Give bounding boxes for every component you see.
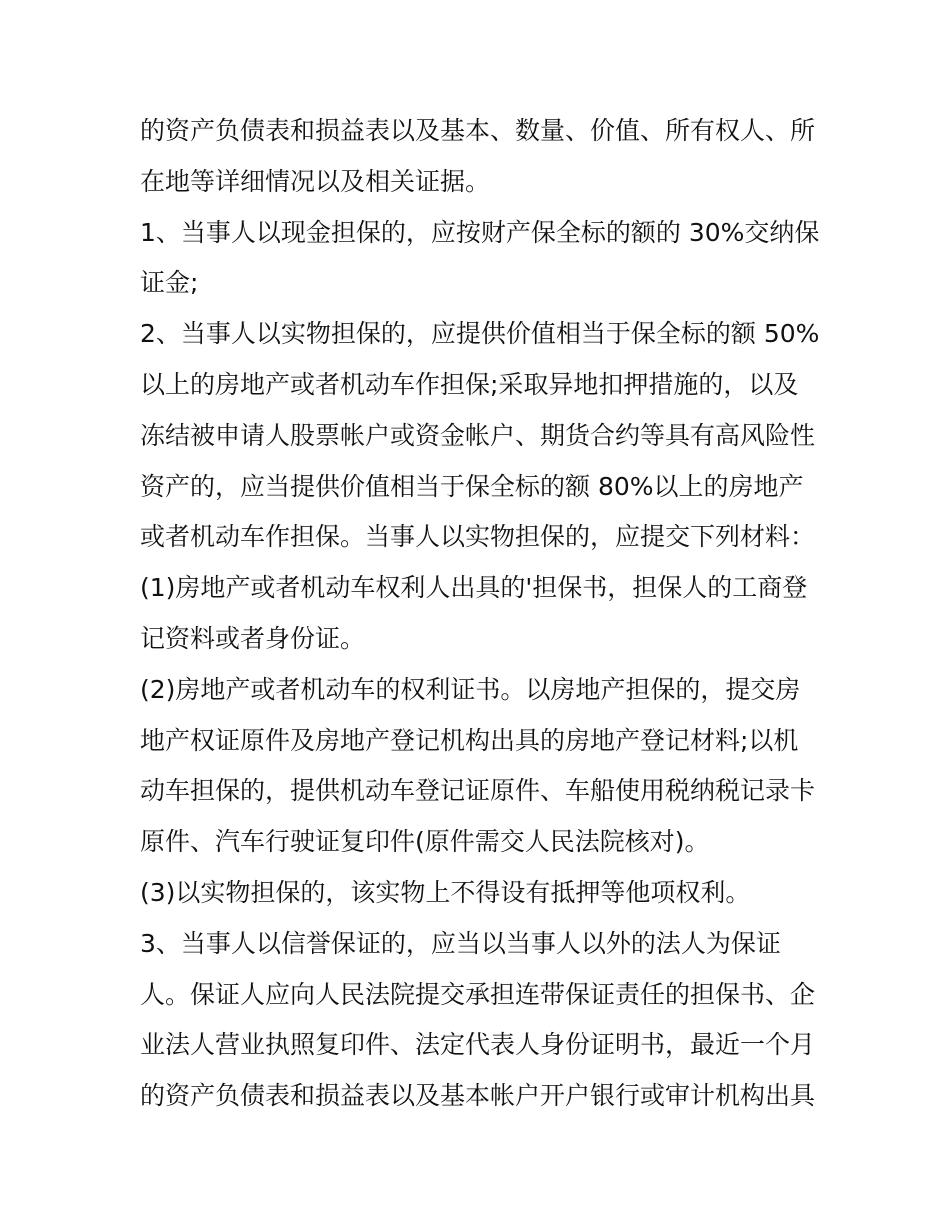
text-line: 地产权证原件及房地产登记机构出具的房地产登记材料;以机 bbox=[140, 725, 799, 755]
text-line: 的资产负债表和损益表以及基本帐户开户银行或审计机构出具 bbox=[140, 1081, 816, 1111]
text-line: 3、当事人以信誉保证的，应当以当事人以外的法人为保证 bbox=[140, 928, 781, 958]
text-line: 证金; bbox=[140, 268, 199, 298]
text-line: 2、当事人以实物担保的，应提供价值相当于保全标的额 50% bbox=[140, 319, 820, 349]
text-line: 动车担保的，提供机动车登记证原件、车船使用税纳税记录卡 bbox=[140, 776, 816, 806]
text-line: 1、当事人以现金担保的，应按财产保全标的额的 30%交纳保 bbox=[140, 217, 820, 247]
text-line: 在地等详细情况以及相关证据。 bbox=[140, 166, 491, 196]
text-line: 业法人营业执照复印件、法定代表人身份证明书，最近一个月 bbox=[140, 1030, 816, 1060]
text-line: 资产的，应当提供价值相当于保全标的额 80%以上的房地产 bbox=[140, 471, 804, 501]
text-line: (1)房地产或者机动车权利人出具的'担保书，担保人的工商登 bbox=[140, 573, 808, 603]
text-line: 人。保证人应向人民法院提交承担连带保证责任的担保书、企 bbox=[140, 979, 816, 1009]
body-text bbox=[140, 106, 820, 1122]
text-line: (2)房地产或者机动车的权利证书。以房地产担保的，提交房 bbox=[140, 674, 801, 704]
text-line: 冻结被申请人股票帐户或资金帐户、期货合约等具有高风险性 bbox=[140, 420, 816, 450]
text-line: 以上的房地产或者机动车作担保;采取异地扣押措施的，以及 bbox=[140, 369, 799, 399]
text-line: 记资料或者身份证。 bbox=[140, 623, 366, 653]
text-line: (3)以实物担保的，该实物上不得设有抵押等他项权利。 bbox=[140, 877, 751, 907]
text-line: 或者机动车作担保。当事人以实物担保的，应提交下列材料： bbox=[140, 522, 816, 552]
text-line: 的资产负债表和损益表以及基本、数量、价值、所有权人、所 bbox=[140, 116, 816, 145]
text-line: 原件、汽车行驶证复印件(原件需交人民法院核对)。 bbox=[140, 827, 710, 857]
